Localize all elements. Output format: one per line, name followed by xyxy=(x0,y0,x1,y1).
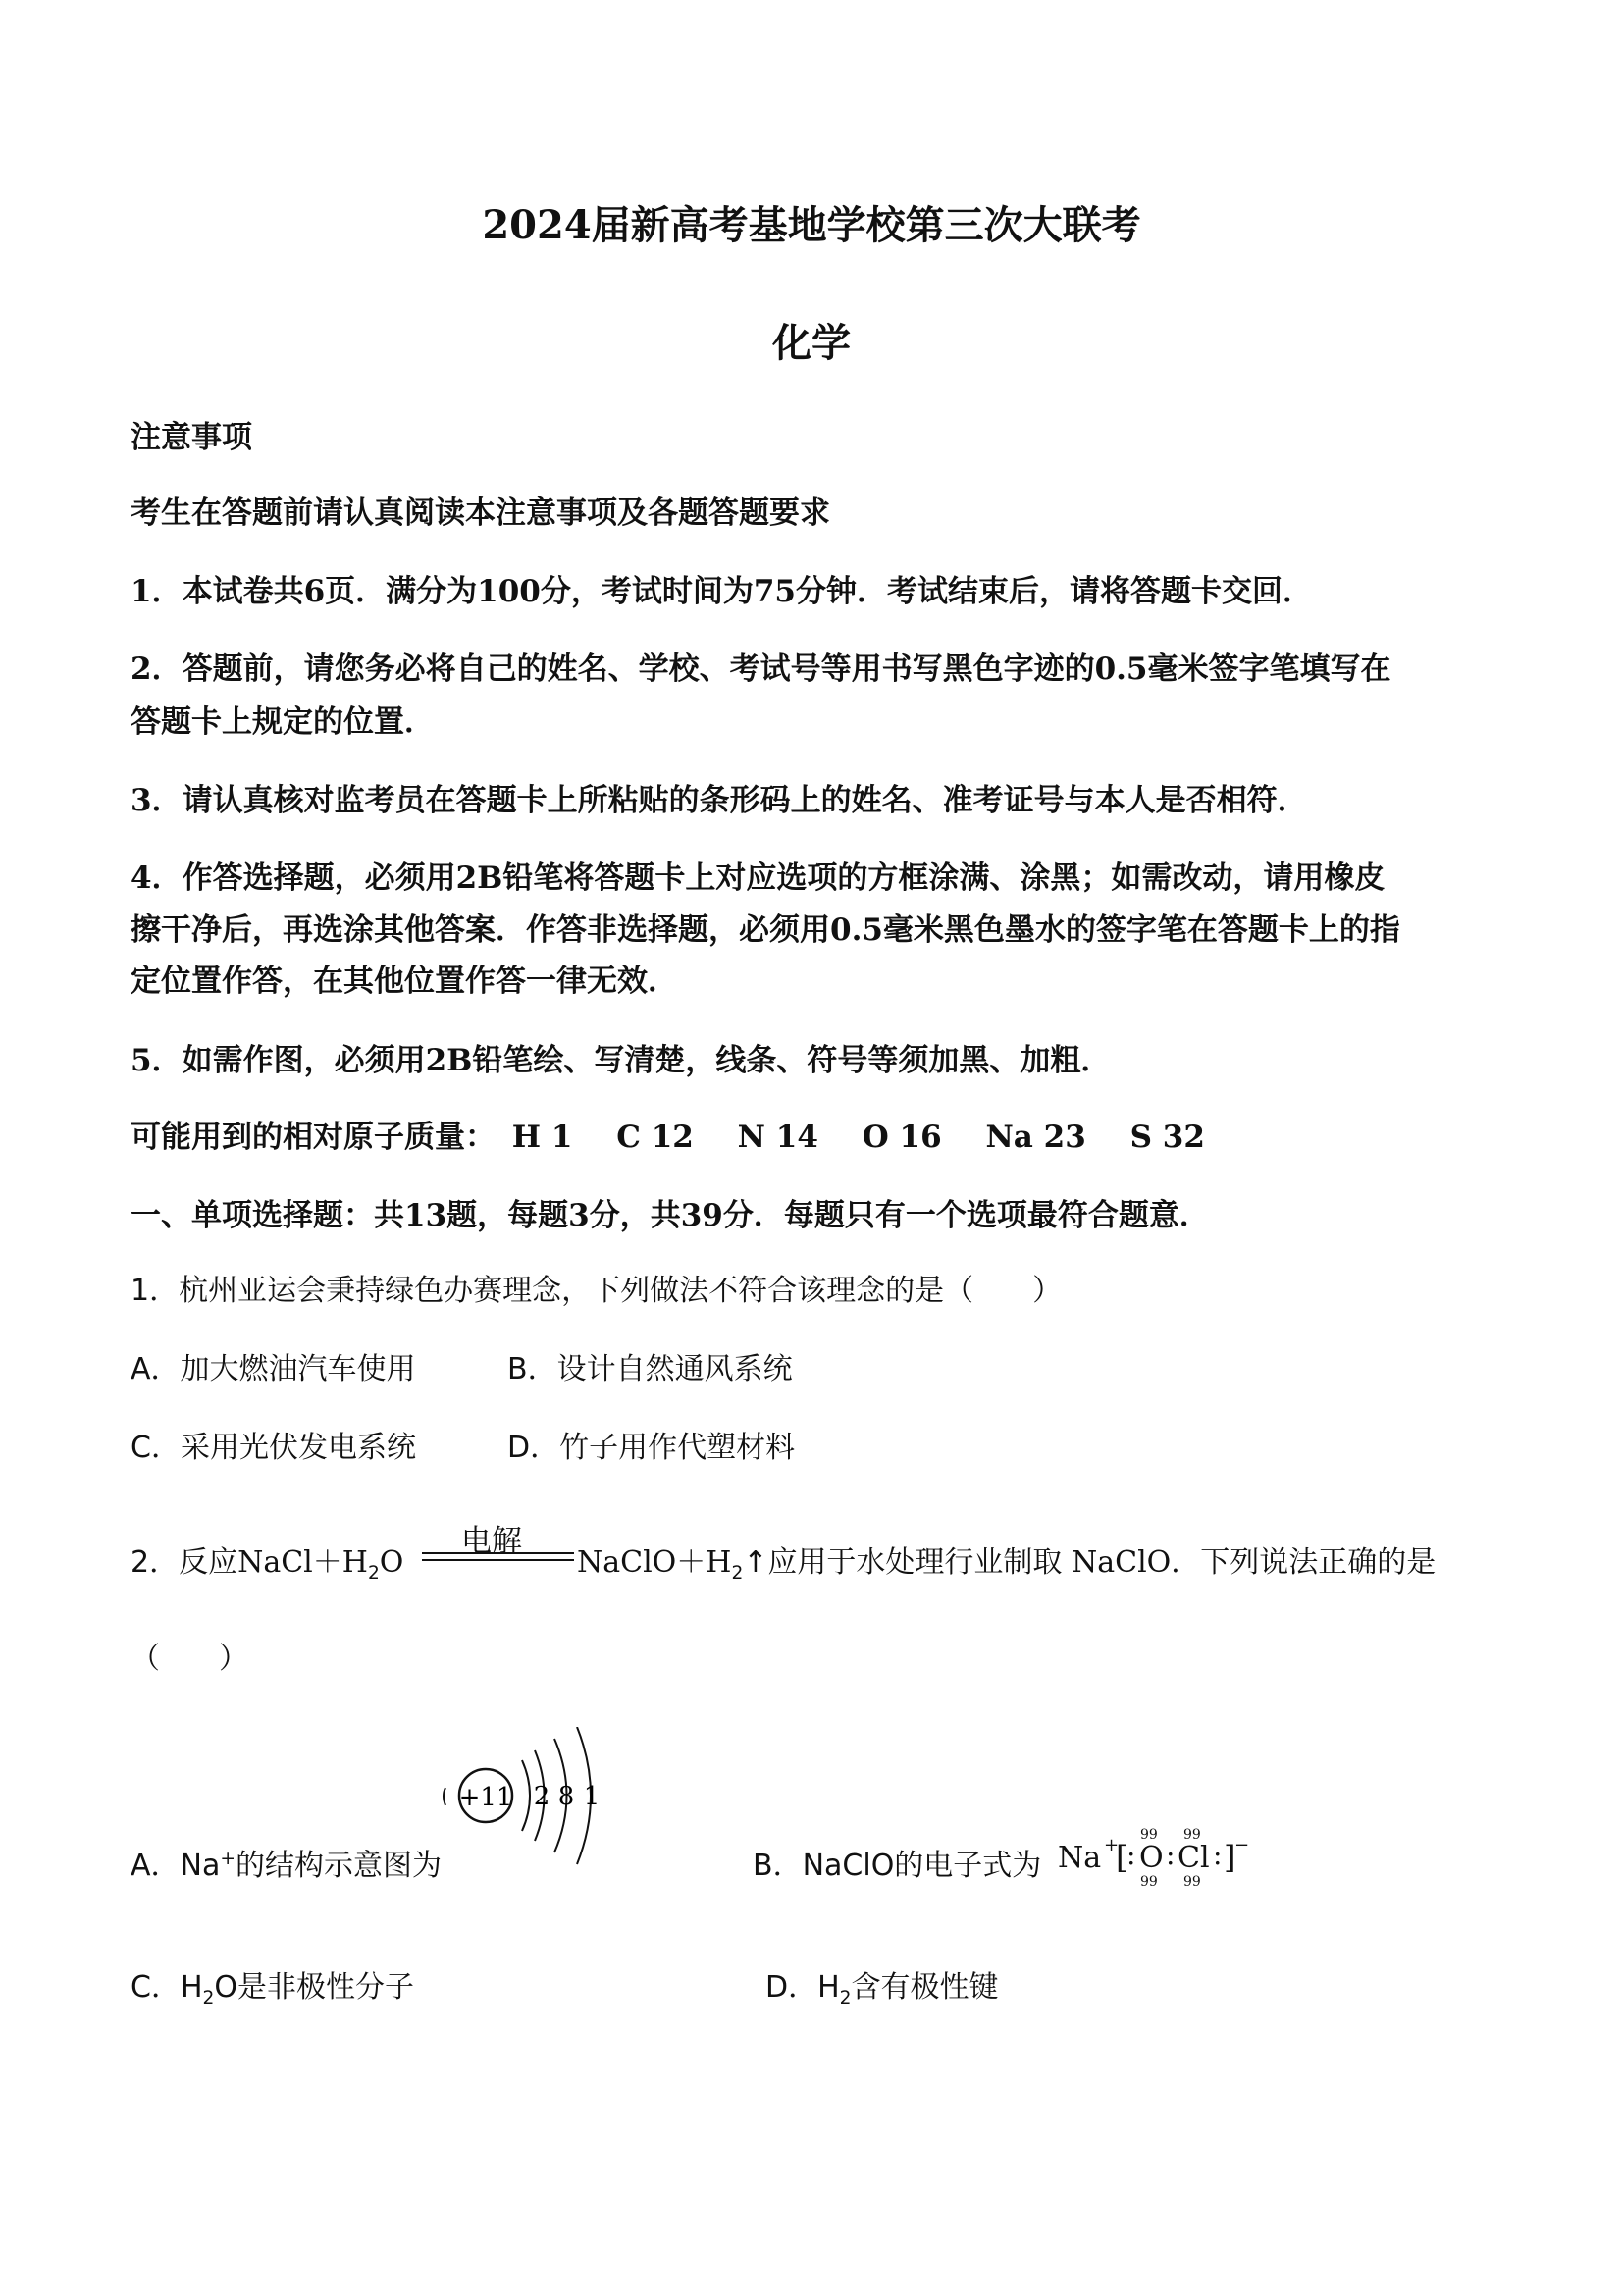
q2-option-d xyxy=(765,1962,999,2009)
q2-c-label: C．H xyxy=(131,1970,203,2005)
q2-prefix: 2．反应 xyxy=(131,1545,238,1580)
q2-stem-right xyxy=(577,1538,1436,1584)
naclo-electron-formula xyxy=(1058,1827,1264,1896)
q2-arrow: ↑ xyxy=(743,1545,768,1580)
shell-electrons-2: 8 xyxy=(557,1782,575,1811)
atomic-masses-label: 可能用到的相对原子质量： xyxy=(131,1120,496,1155)
q2-suffix: 应用于水处理行业制取 xyxy=(767,1545,1063,1580)
q2-stem-left xyxy=(131,1538,403,1584)
q2-product: NaClO xyxy=(1071,1545,1172,1580)
notice-item-2-line-1: 2．答题前，请您务必将自己的姓名、学校、考试号等用书写黑色字迹的0.5毫米签字笔填写在 xyxy=(131,652,1391,687)
q2-a-sup: + xyxy=(220,1849,236,1869)
notice-item-4-line-3: 定位置作答，在其他位置作答一律无效． xyxy=(131,964,678,999)
formula-right-bracket: ] xyxy=(1224,1839,1236,1876)
q1-option-c: C．采用光伏发电系统 xyxy=(131,1431,416,1465)
formula-minus: − xyxy=(1234,1835,1250,1855)
q2-d-tail: 含有极性键 xyxy=(851,1970,999,2005)
q2-lhs-o: O xyxy=(379,1545,404,1580)
formula-o-dots-top: 99 xyxy=(1140,1827,1158,1843)
notice-item-5: 5．如需作图，必须用2B铅笔绘、写清楚，线条、符号等须加黑、加粗． xyxy=(131,1043,1112,1078)
formula-cl-dots-bottom: 99 xyxy=(1183,1874,1201,1890)
q1-option-d: D．竹子用作代塑材料 xyxy=(507,1431,796,1465)
q2-condition: 电解 xyxy=(461,1524,522,1559)
notice-item-1: 1．本试卷共6页．满分为100分，考试时间为75分钟．考试结束后，请将答题卡交回． xyxy=(131,574,1313,609)
q2-equals-sign xyxy=(422,1552,574,1561)
q2-a-tail: 的结构示意图为 xyxy=(235,1849,442,1883)
q2-paren: （ ） xyxy=(131,1642,248,1676)
q2-option-b xyxy=(753,1841,1041,1884)
formula-colon-mid: : xyxy=(1166,1839,1176,1871)
formula-left-bracket: [ xyxy=(1116,1839,1128,1876)
q2-rhs-sub: 2 xyxy=(731,1563,744,1584)
q2-a-label: A．Na xyxy=(131,1849,221,1883)
atomic-mass-s: S 32 xyxy=(1129,1120,1205,1155)
notice-item-4-line-1: 4．作答选择题，必须用2B铅笔将答题卡上对应选项的方框涂满、涂黑；如需改动，请用橡皮 xyxy=(131,861,1386,896)
q2-d-sub: 2 xyxy=(839,1988,852,2009)
exam-subject: 化学 xyxy=(772,320,851,366)
q1-option-b: B．设计自然通风系统 xyxy=(507,1352,793,1386)
shell-electrons-1: 2 xyxy=(533,1782,550,1811)
formula-colon-left: : xyxy=(1126,1839,1136,1871)
q2-option-a xyxy=(131,1841,442,1884)
formula-na-plus: + xyxy=(1104,1835,1120,1855)
notice-item-2-line-2: 答题卡上规定的位置． xyxy=(131,704,435,740)
atomic-mass-n: N 14 xyxy=(737,1120,818,1155)
nucleus-charge: +11 xyxy=(458,1783,513,1812)
q2-option-c xyxy=(131,1962,414,2009)
formula-o-dots-bottom: 99 xyxy=(1140,1874,1158,1890)
shell-electrons-3: 1 xyxy=(583,1782,601,1811)
formula-cl-dots-top: 99 xyxy=(1183,1827,1201,1843)
atomic-mass-na: Na 23 xyxy=(985,1120,1086,1155)
q2-lhs-sub: 2 xyxy=(367,1563,380,1584)
sodium-ion-structure-diagram xyxy=(432,1727,628,1874)
q2-c-tail: O是非极性分子 xyxy=(214,1970,414,2005)
notice-intro: 考生在答题前请认真阅读本注意事项及各题答题要求 xyxy=(131,496,830,531)
q2-d-label: D．H xyxy=(765,1970,840,2005)
formula-colon-right: : xyxy=(1213,1839,1223,1871)
formula-na: Na xyxy=(1058,1841,1102,1875)
q1-stem: 1．杭州亚运会秉持绿色办赛理念，下列做法不符合该理念的是（ ） xyxy=(131,1274,1063,1308)
notice-heading: 注意事项 xyxy=(131,420,252,455)
notice-item-4-line-2: 擦干净后，再选涂其他答案．作答非选择题，必须用0.5毫米黑色墨水的签字笔在答题卡上的指 xyxy=(131,913,1400,948)
q2-tail: ．下列说法正确的是 xyxy=(1171,1545,1437,1580)
q1-option-a: A．加大燃油汽车使用 xyxy=(131,1352,416,1386)
q2-lhs: NaCl＋H xyxy=(237,1545,368,1580)
notice-item-3: 3．请认真核对监考员在答题卡上所粘贴的条形码上的姓名、准考证号与本人是否相符． xyxy=(131,783,1308,818)
q2-c-sub: 2 xyxy=(202,1988,215,2009)
atomic-mass-h: H 1 xyxy=(511,1120,573,1155)
q2-rhs: NaClO＋H xyxy=(577,1545,732,1580)
atomic-mass-o: O 16 xyxy=(862,1120,942,1155)
q2-b-label: B．NaClO的电子式为 xyxy=(753,1849,1042,1883)
formula-o: O xyxy=(1139,1841,1164,1875)
atomic-mass-c: C 12 xyxy=(616,1120,694,1155)
formula-cl: Cl xyxy=(1178,1841,1210,1875)
section-heading: 一、单项选择题：共13题，每题3分，共39分．每题只有一个选项最符合题意． xyxy=(131,1198,1210,1233)
atomic-masses xyxy=(131,1112,1205,1156)
exam-title: 2024届新高考基地学校第三次大联考 xyxy=(482,202,1141,248)
